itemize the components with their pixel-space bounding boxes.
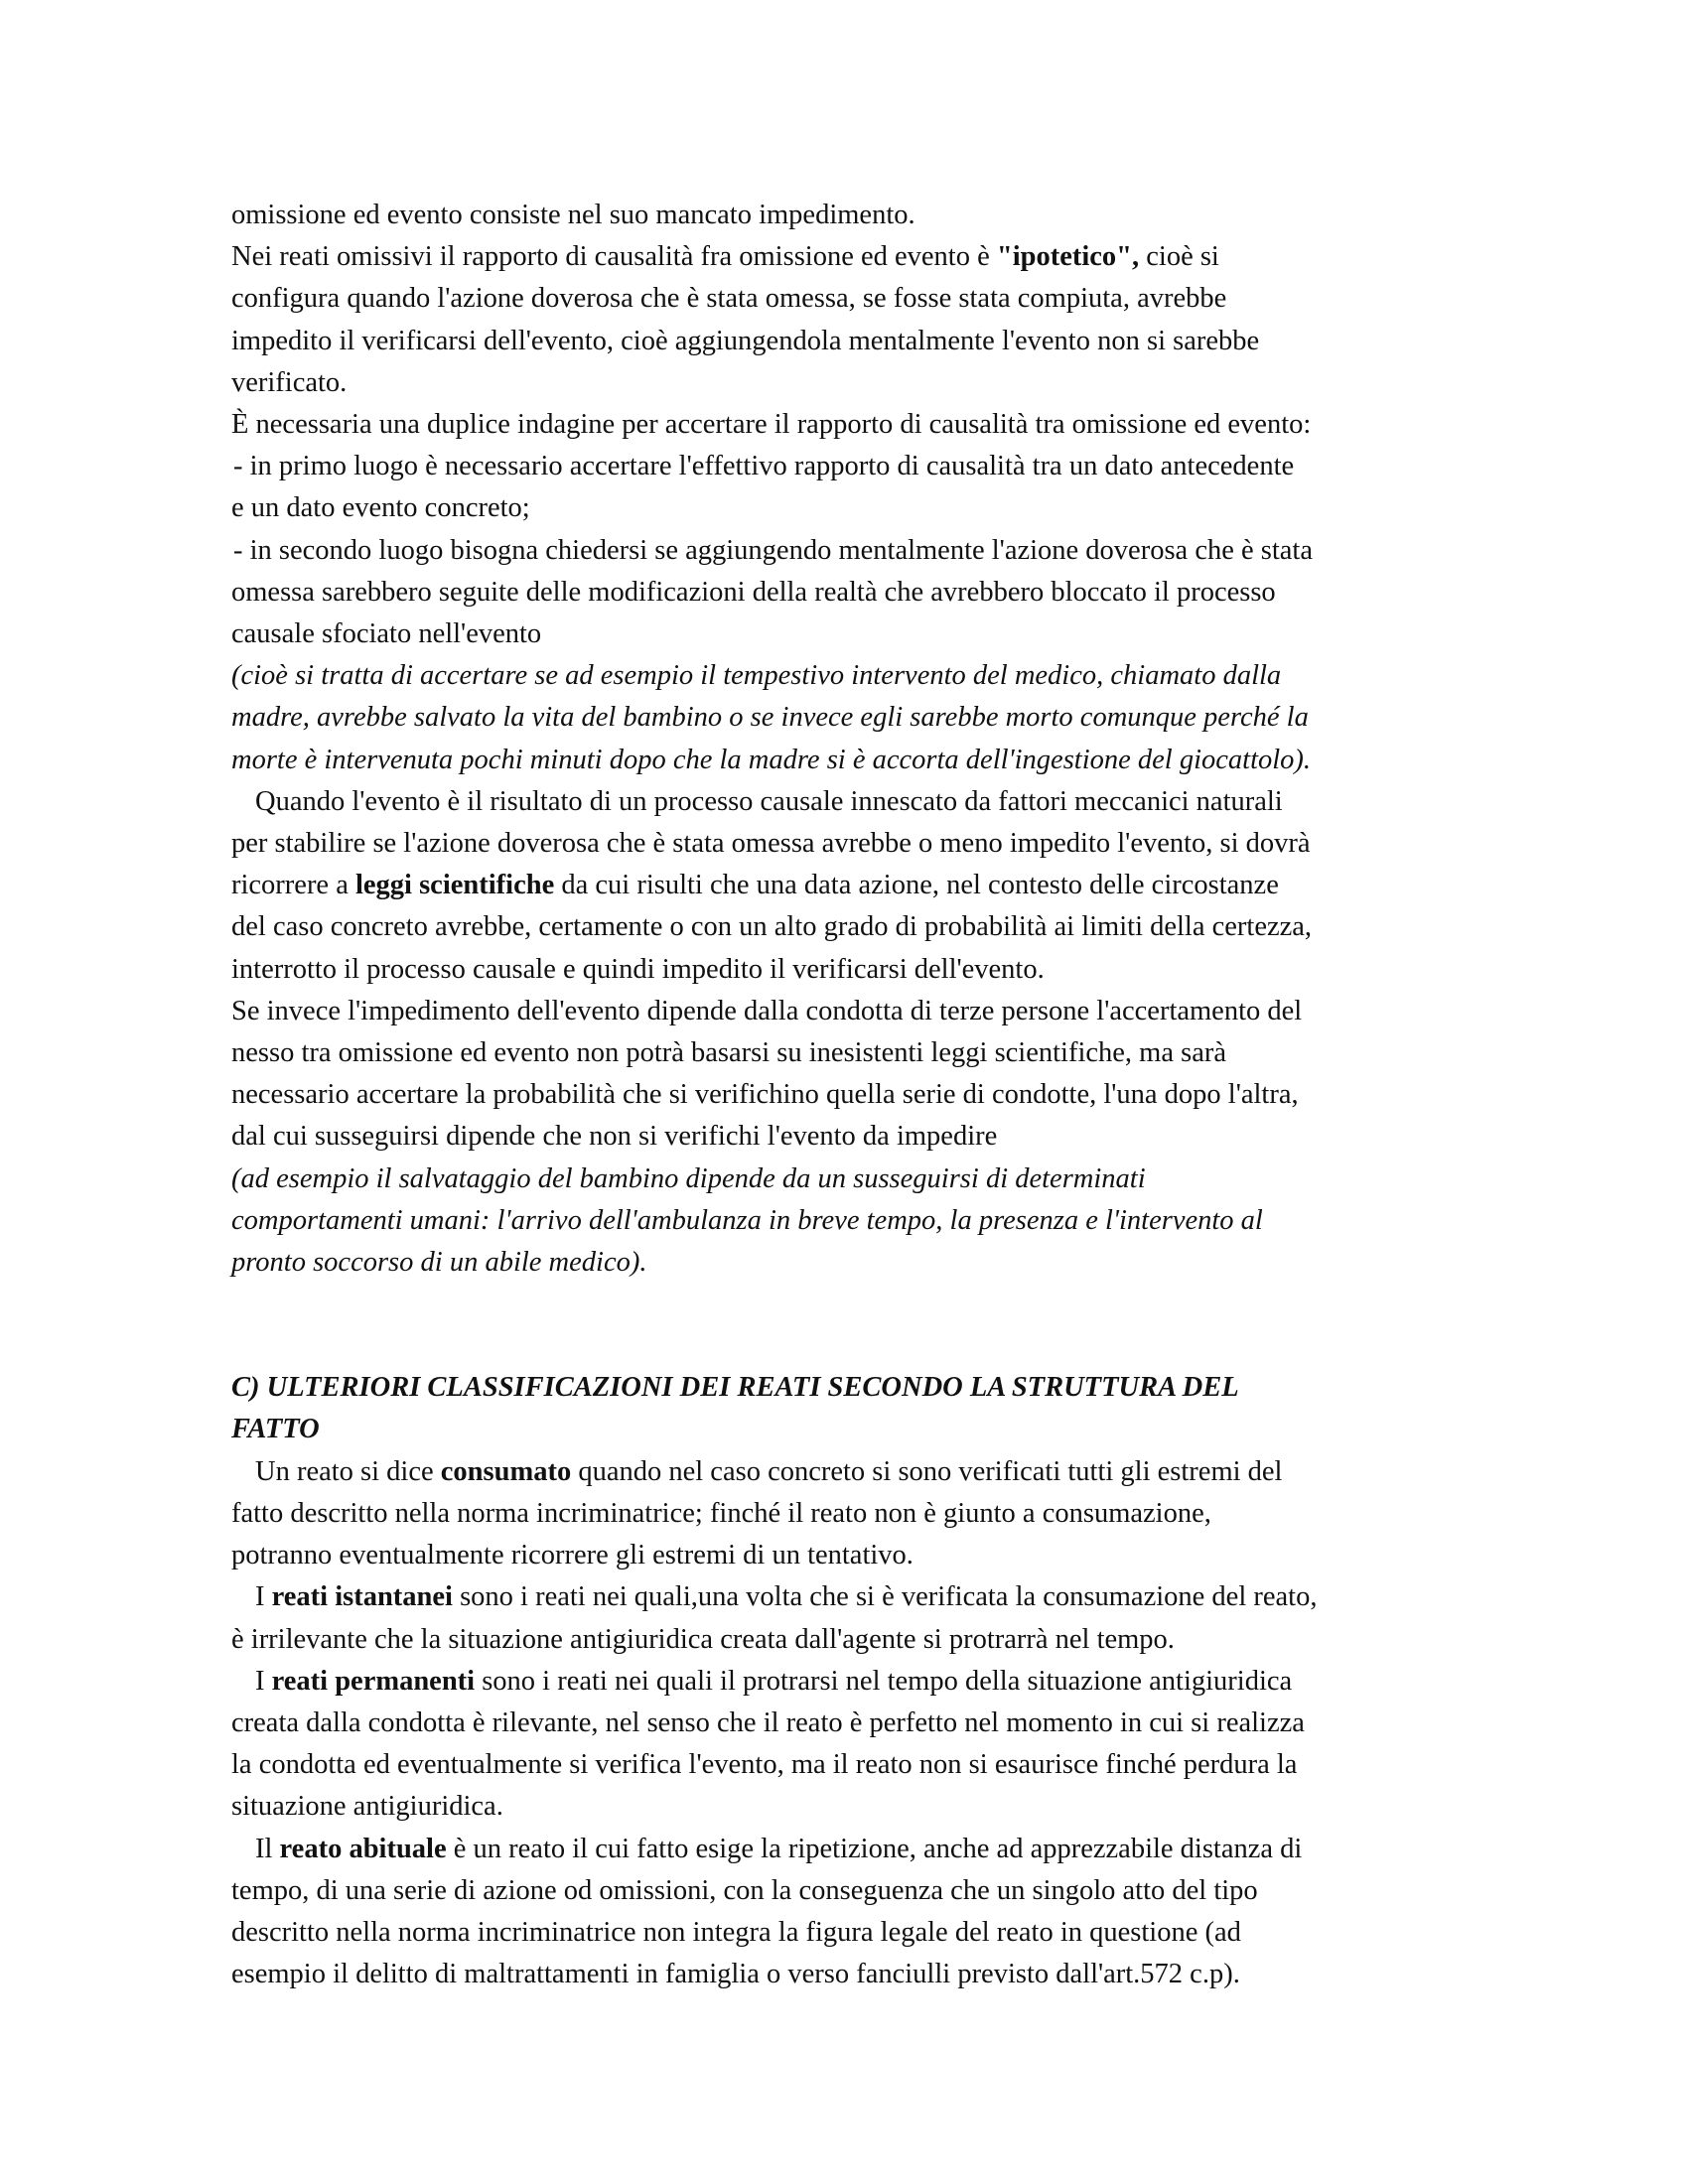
text-line: interrotto il processo causale e quindi impedito il verificarsi dell'evento. [231,953,1045,985]
text-line: per stabilire se l'azione doverosa che è stata omessa avrebbe o meno impedito l'evento, si dovrà [231,828,1311,860]
text-line: madre, avrebbe salvato la vita del bambino o se invece egli sarebbe morto comunque perché la [231,702,1309,734]
text-run: sono i reati nei quali,una volta che si è verificata la consumazione del reato, [452,1581,1318,1613]
bold-term: reato abituale [279,1833,447,1864]
text-line: descritto nella norma incriminatrice non integra la figura legale del reato in questione (ad [231,1916,1241,1948]
text-line: verificato. [231,366,348,398]
text-line: Quando l'evento è il risultato di un processo causale innescato da fattori meccanici naturali [255,785,1283,817]
text-line: necessario accertare la probabilità che si verifichino quella serie di condotte, l'una dopo l'altra, [231,1079,1299,1111]
example-note-ambulanza [231,1159,1463,1285]
section-heading [231,1367,1463,1450]
text-run: ricorrere a [231,870,355,901]
text-line: impedito il verificarsi dell'evento, cioè aggiungendola mentalmente l'evento non si sarebbe [231,325,1260,356]
paragraph-natural-causes [231,781,1463,991]
paragraph-double-inquiry [231,404,1463,655]
text-run: sono i reati nei quali il protrarsi nel tempo della situazione antigiuridica [475,1665,1293,1697]
text-run: Un reato si dice [255,1455,441,1487]
text-line: configura quando l'azione doverosa che è stata omessa, se fosse stata compiuta, avrebbe [231,283,1227,315]
text-line [231,1661,1463,1703]
heading-line: FATTO [231,1414,320,1445]
paragraph-omissive-causality [231,236,1463,404]
text-line: del caso concreto avrebbe, certamente o con un alto grado di probabilità ai limiti della certezza, [231,911,1313,943]
text-line: causale sfociato nell'evento [231,618,542,650]
example-note-medico [231,655,1463,781]
heading-line: C) ULTERIORI CLASSIFICAZIONI DEI REATI SECONDO LA STRUTTURA DEL [231,1372,1239,1404]
text-line: e un dato evento concreto; [231,492,530,524]
text-run: I [255,1581,272,1613]
text-line [231,1576,1463,1618]
text-line: fatto descritto nella norma incriminatrice; finché il reato non è giunto a consumazione, [231,1497,1211,1529]
list-item-line: - in primo luogo è necessario accertare l'effettivo rapporto di causalità tra un dato antecedente [233,451,1295,482]
paragraph-reati-permanenti [231,1661,1463,1829]
text-line: omissione ed evento consiste nel suo mancato impedimento. [231,200,915,230]
text-line: omessa sarebbero seguite delle modificazioni della realtà che avrebbero bloccato il processo [231,576,1276,608]
bold-term: consumato [440,1455,572,1487]
text-run: quando nel caso concreto si sono verificati tutti gli estremi del [571,1455,1283,1487]
text-line: potranno eventualmente ricorrere gli estremi di un tentativo. [231,1540,914,1571]
text-line: creata dalla condotta è rilevante, nel senso che il reato è perfetto nel momento in cui si realizza [231,1706,1305,1738]
bold-term: reati istantanei [271,1581,453,1613]
text-run: I [255,1665,272,1697]
text-line [231,1451,1463,1493]
text-line: morte è intervenuta pochi minuti dopo che la madre si è accorta dell'ingestione del giocattolo). [231,744,1312,775]
text-line: la condotta ed eventualmente si verifica l'evento, ma il reato non si esaurisce finché perdura la [231,1749,1298,1781]
paragraph-third-party-conduct [231,991,1463,1159]
text-line [231,236,1463,278]
text-line: è irrilevante che la situazione antigiuridica creata dall'agente si protrarrà nel tempo. [231,1623,1175,1655]
text-line: comportamenti umani: l'arrivo dell'ambulanza in breve tempo, la presenza e l'intervento al [231,1204,1263,1236]
text-run: Il [255,1833,280,1864]
text-run: cioè si [1139,241,1219,273]
text-line: dal cui susseguirsi dipende che non si verifichi l'evento da impedire [231,1121,998,1153]
list-item-line: - in secondo luogo bisogna chiedersi se aggiungendo mentalmente l'azione doverosa che è stata [233,534,1313,566]
text-run: da cui risulti che una data azione, nel contesto delle circostanze [554,870,1279,901]
text-line: nesso tra omissione ed evento non potrà basarsi su inesistenti leggi scientifiche, ma sarà [231,1037,1226,1069]
text-line [231,1829,1463,1870]
text-line [231,865,1463,906]
paragraph-reati-istantanei [231,1576,1463,1660]
document-page [231,195,1463,1995]
paragraph-reato-abituale [231,1829,1463,1996]
bold-term: "ipotetico", [996,241,1140,273]
bold-term: reati permanenti [271,1665,476,1697]
text-line: pronto soccorso di un abile medico). [231,1247,647,1279]
paragraph-continuation [231,195,1463,236]
text-line: tempo, di una serie di azione od omissioni, con la conseguenza che un singolo atto del tipo [231,1874,1258,1906]
text-line: Se invece l'impedimento dell'evento dipende dalla condotta di terze persone l'accertamento del [231,995,1303,1026]
text-line: situazione antigiuridica. [231,1791,503,1823]
text-line: (cioè si tratta di accertare se ad esempio il tempestivo intervento del medico, chiamato dalla [231,660,1282,692]
text-line: È necessaria una duplice indagine per accertare il rapporto di causalità tra omissione ed evento: [231,409,1312,441]
bold-term: leggi scientifiche [354,870,555,901]
text-line: (ad esempio il salvataggio del bambino dipende da un susseguirsi di determinati [231,1162,1146,1194]
text-line: esempio il delitto di maltrattamenti in famiglia o verso fanciulli previsto dall'art.572 c.p). [231,1959,1240,1990]
spacer [231,1284,1463,1367]
paragraph-reato-consumato [231,1451,1463,1577]
text-run: Nei reati omissivi il rapporto di causalità fra omissione ed evento è [231,241,997,273]
text-run: è un reato il cui fatto esige la ripetizione, anche ad apprezzabile distanza di [446,1833,1303,1864]
